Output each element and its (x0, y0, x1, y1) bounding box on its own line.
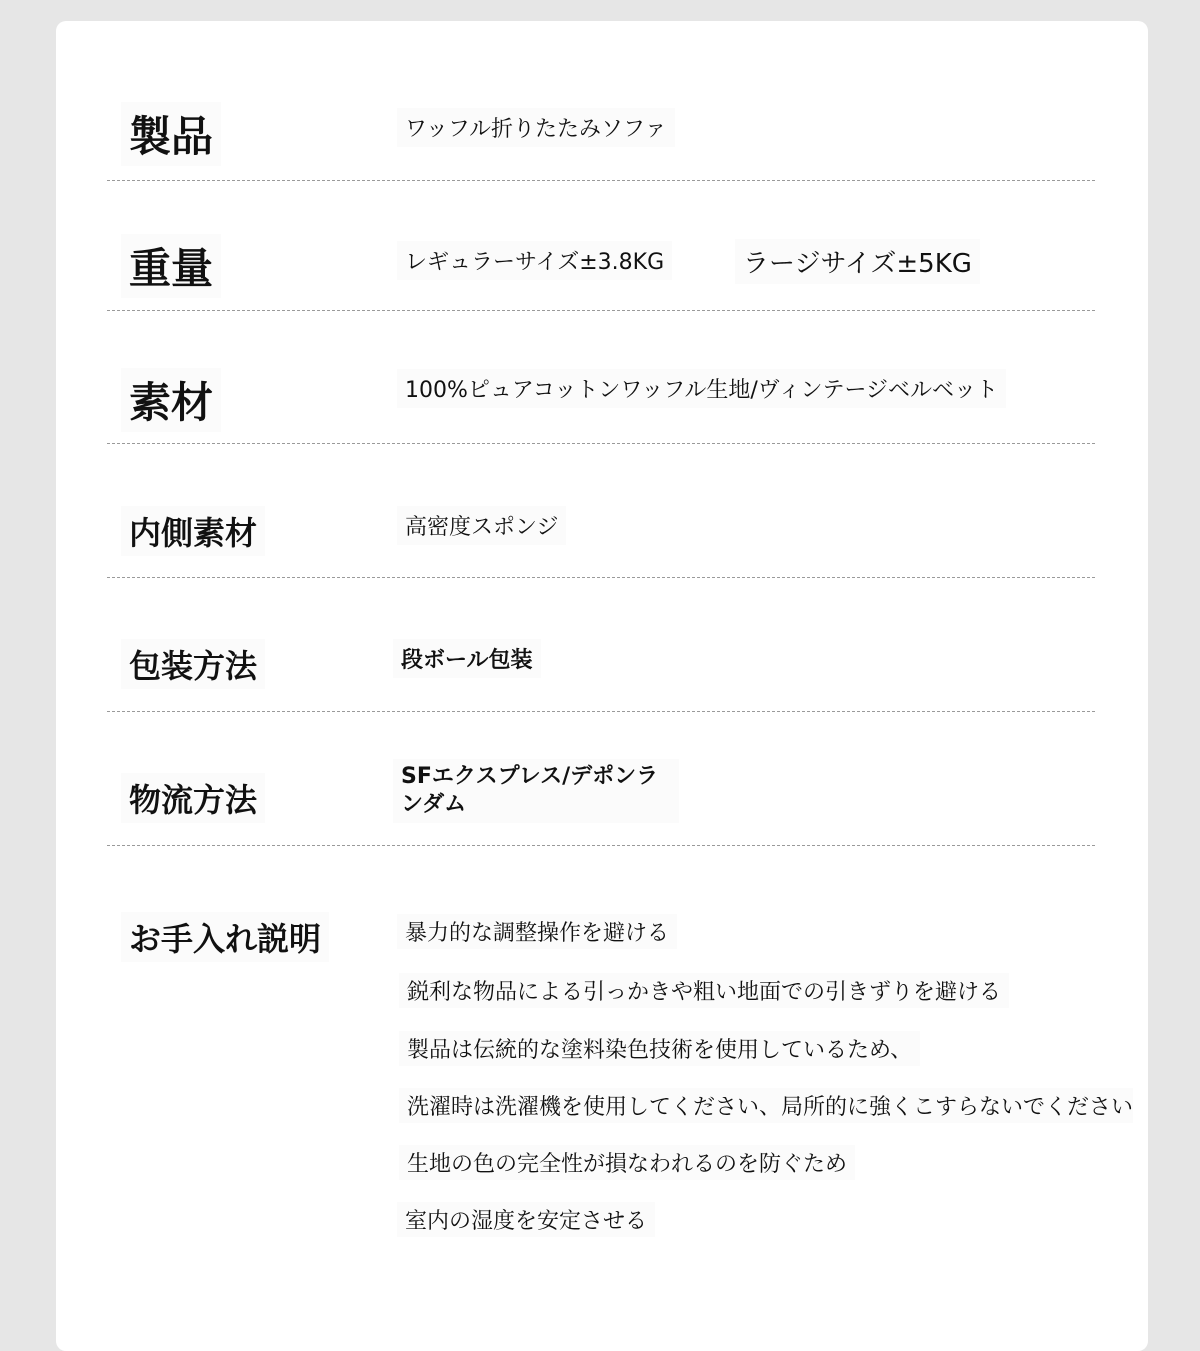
spec-row-inner-material (107, 490, 1095, 578)
spec-value-product: ワッフル折りたたみソファ (397, 108, 675, 147)
spec-row-material (107, 350, 1095, 444)
spec-label-material: 素材 (121, 368, 221, 432)
care-line: 鋭利な物品による引っかきや粗い地面での引きずりを避ける (399, 973, 1009, 1008)
spec-value-shipping: SFエクスプレス/デポンランダム (393, 759, 679, 823)
spec-label-weight: 重量 (121, 234, 221, 298)
spec-label-care: お手入れ説明 (121, 912, 329, 962)
spec-row-shipping (107, 755, 1095, 846)
spec-value-weight-large: ラージサイズ±5KG (735, 239, 980, 284)
spec-row-weight (107, 222, 1095, 311)
spec-label-shipping: 物流方法 (121, 773, 265, 823)
care-line: 洗濯時は洗濯機を使用してください、局所的に強くこすらないでください (399, 1088, 1133, 1123)
spec-label-product: 製品 (121, 102, 221, 166)
spec-label-packaging: 包装方法 (121, 639, 265, 689)
care-line: 室内の湿度を安定させる (397, 1202, 655, 1237)
care-line: 製品は伝統的な塗料染色技術を使用しているため、 (399, 1031, 920, 1066)
spec-value-inner-material: 高密度スポンジ (397, 506, 566, 545)
spec-row-packaging (107, 623, 1095, 712)
spec-value-packaging: 段ボール包装 (393, 639, 541, 678)
care-line: 生地の色の完全性が損なわれるのを防ぐため (399, 1145, 855, 1180)
spec-row-product (107, 88, 1095, 181)
spec-value-material: 100%ピュアコットンワッフル生地/ヴィンテージベルベット (397, 369, 1006, 408)
spec-value-weight-regular: レギュラーサイズ±3.8KG (397, 241, 672, 280)
care-line: 暴力的な調整操作を避ける (397, 914, 677, 949)
spec-label-inner-material: 内側素材 (121, 506, 265, 556)
